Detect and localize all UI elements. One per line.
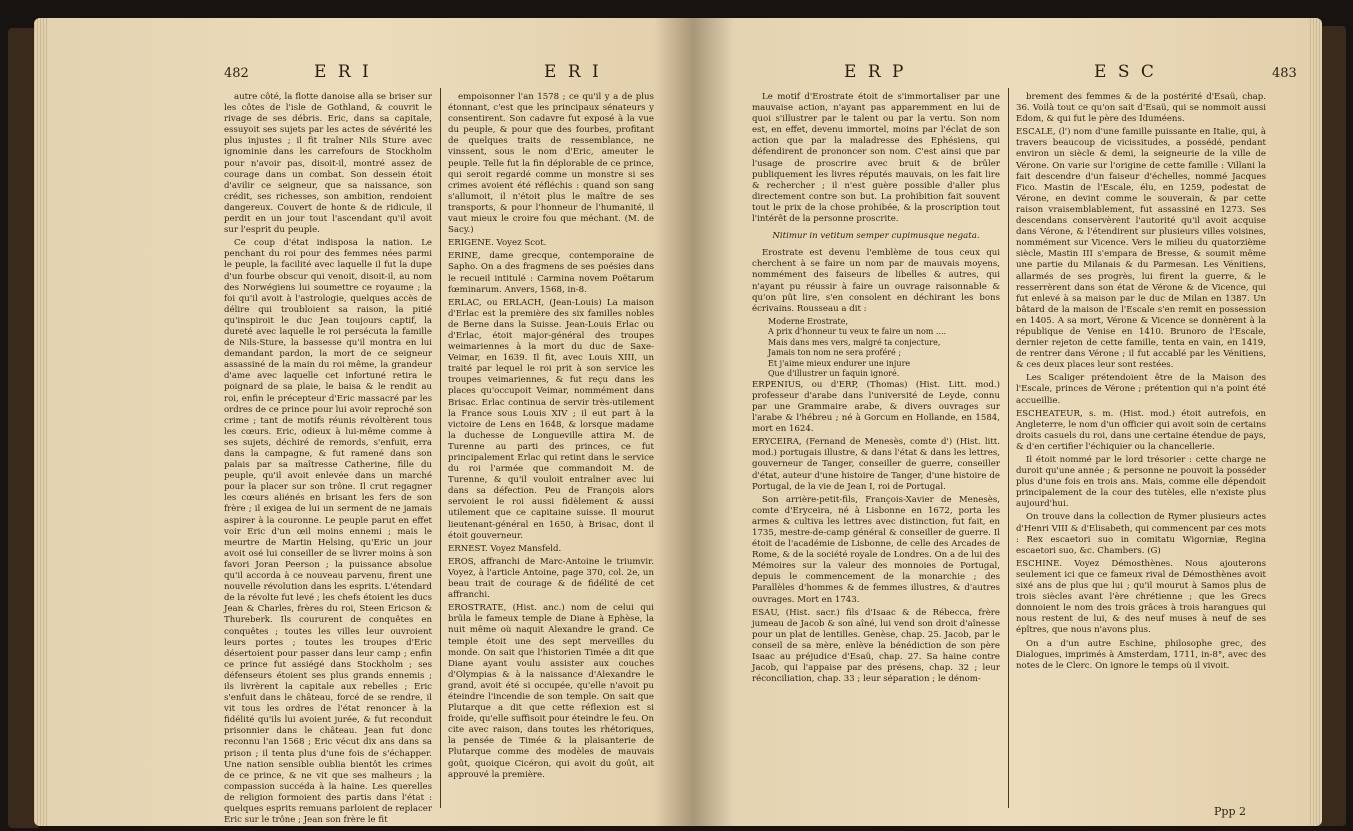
verse-line: Mais dans mes vers, malgré ta conjecture, (768, 337, 941, 347)
verse-line: Et j'aime mieux endurer une injure (768, 358, 911, 368)
left-page (34, 18, 694, 826)
text-paragraph: ESAU, (Hist. sacr.) fils d'Isaac & de Rébecca, frère jumeau de Jacob & son aîné, lui vend son droit d'aînesse pour un plat de lentilles. Genèse, chap. 25. Jacob, par le conseil de sa mère, enlève la bénédiction de son père Isaac au préjudice d'Esaü, chap. 27. Sa haine contre Jacob, qui l'appaise par des présens, chap. 32 ; leur réconciliation, chap. 33 ; leur séparation ; le dénom- (752, 607, 1000, 685)
text-paragraph: Le motif d'Erostrate étoit de s'immortaliser par une mauvaise action, n'ayant pas apparemment en lui de quoi s'illustrer par le talent ou par la vertu. Son nom est, en effet, devenu immortel, moins par l'éclat de son action que par la maladresse des Ephésiens, qui défendirent de prononcer son nom. C'est ainsi que par l'usage de proscrire avec bruit & de brûler publiquement les livres réputés mauvais, on les fait lire & rechercher ; il n'est guère possible d'aller plus directement contre son but. La prohibition fait souvent tout le prix de la chose prohibée, & la proscription tout l'intérêt de la personne proscrite. (752, 92, 1000, 225)
left-column-1 (224, 92, 432, 826)
text-paragraph: EROSTRATE, (Hist. anc.) nom de celui qui brûla le fameux temple de Diane à Ephèse, la nuit même où naquit Alexandre le grand. Ce temple étoit une des sept merveilles du monde. On sait que l'historien Timée a dit que Diane ayant voulu assister aux couches d'Olympias & à la naissance d'Alexandre le grand, avoit été si occupée, qu'elle n'avoit pu éteindre l'incendie de son temple. On sait que Plutarque a dit que cette réflexion est si froide, qu'elle suffisoit pour éteindre le feu. On cite avec raison, dans toutes les rhétoriques, la pensée de Timée & la plaisanterie de Plutarque comme des modèles de mauvais goût, quoique Cicéron, qui avoit du goût, ait approuvé la première. (448, 603, 654, 780)
left-page-edges (34, 18, 48, 826)
text-paragraph: autre côté, la flotte danoise alla se briser sur les côtes de l'isle de Gothland, & couvrit le rivage de ses débris. Eric, dans sa capitale, essuyoit ses sujets par les actes de sévérité les plus injustes ; il fit traîner Nils Sture avec ignominie dans les carrefours de Stockholm pour n'avoir pas, disoit-il, montré assez de courage dans un combat. Son dessein étoit d'avilir ce seigneur, que sa naissance, son crédit, ses richesses, son ambition, rendoient dangereux. Couvert de honte & de ridicule, il perdit en un jour tout l'ascendant qu'il avoit sur l'esprit du peuple. (224, 92, 432, 236)
verse-line: Moderne Erostrate, (768, 316, 849, 326)
verse-line: Que d'illustrer un faquin ignoré. (768, 369, 900, 379)
right-page (694, 18, 1322, 826)
left-column-rule (440, 88, 441, 808)
verse-line: Jamais ton nom ne sera proféré ; (768, 348, 902, 358)
right-page-edges (1310, 18, 1322, 826)
text-paragraph: ERNEST. Voyez Mansfeld. (448, 543, 562, 554)
text-paragraph: Nitimur in vetitum semper cupimusque negata. (772, 231, 980, 242)
text-paragraph: Les Scaliger prétendoient être de la Maison des l'Escale, princes de Vérone ; prétention qui n'a point été accueillie. (1016, 373, 1266, 406)
text-paragraph: ESCHINE. Voyez Démosthènes. Nous ajouterons seulement ici que ce fameux rival de Démosthènes avoit sixé ans de plus que lui ; qu'il mourut à Samos plus de trois siècles avant l'ère chrétienne ; que les Grecs donnoient le nom des trois grâces à trois harangues qui nous restent de lui, & des neuf muses à neuf de ses épîtres, que nous n'avons plus. (1016, 558, 1266, 636)
text-paragraph: Son arrière-petit-fils, François-Xavier de Menesès, comte d'Eryceira, né à Lisbonne en 1672, porta les armes & cultiva les lettres avec distinction, fut fait, en 1735, mestre-de-camp général & conseiller de guerre. Il étoit de l'académie de Lisbonne, de celle des Arcades de Rome, & de la société royale de Londres. On a de lui des Mémoires sur la valeur des monnoies de Portugal, depuis le commencement de la monarchie ; des Parallèles d'hommes & de femmes illustres, & d'autres ouvrages. Mort en 1743. (752, 494, 1000, 605)
right-running-head-2: E S C (1094, 62, 1157, 82)
text-paragraph: ERIGENE. Voyez Scot. (448, 238, 547, 249)
text-paragraph: EROS, affranchi de Marc-Antoine le triumvir. Voyez, à l'article Antoine, page 370, col. 2e, un beau trait de courage & de fidélité de cet affranchi. (448, 556, 654, 601)
left-page-number: 482 (224, 66, 249, 81)
verse-line: A prix d'honneur tu veux te faire un nom .... (768, 327, 947, 337)
text-paragraph: ERLAC, ou ERLACH, (Jean-Louis) La maison d'Erlac est la première des six familles nobles de Berne dans la Suisse. Jean-Louis Erlac ou d'Erlac, étoit major-général des troupes weimariennes à la mort du duc de Saxe-Veimar, en 1639. Il fit, avec Louis XIII, un traité par lequel le roi prit à son service les troupes veimariennes, & fut reçu dans les places qu'occupoit Veimar, nommément dans Brisac. Erlac continua de servir très-utilement la France sous Louis XIV ; il eut part à la victoire de Lens en 1648, & lorsque madame la duchesse de Longueville attira M. de Turenne au parti des princes, ce fut principalement Erlac qui retint dans le service du roi l'armée que commandoit M. de Turenne, & qu'il vouloit entraîner avec lui dans sa défection. Peu de François alors servoient le roi aussi fidèlement & aussi utilement que ce capitaine suisse. Il mourut lieutenant-général en 1650, à Brisac, dont il étoit gouverneur. (448, 297, 654, 541)
signature-mark: Ppp 2 (1214, 805, 1246, 818)
text-paragraph: ERINE, dame grecque, contemporaine de Sapho. On a des fragmens de ses poésies dans le recueil intitulé : Carmina novem Poëtarum fœminarum. Anvers, 1568, in-8. (448, 251, 654, 295)
right-gutter-shadow (694, 18, 734, 826)
text-paragraph: Erostrate est devenu l'emblème de tous ceux qui cherchent à se faire un nom par de mauvais moyens, nommément des faiseurs de libelles & autres, qui n'ayant pu réussir à faire un ouvrage raisonnable & qu'on pût lire, s'en consolent en déchirant les bons écrivains. Rousseau a dit : (752, 248, 1000, 314)
text-paragraph: Il étoit nommé par le lord trésorier : cette charge ne duroit qu'une année ; & personne ne pouvoit la posséder plus d'une fois en trois ans. Mais, comme elle dépendoit principalement de la cour des tutèles, elle n'existe plus aujourd'hui. (1016, 455, 1266, 510)
left-running-head-2: E R I (544, 62, 602, 82)
left-column-2 (448, 92, 654, 783)
text-paragraph: ERYCEIRA, (Fernand de Menesès, comte d') (Hist. litt. mod.) portugais illustre, & dans l'état & dans les lettres, gouverneur de Tanger, conseiller de guerre, conseiller d'état, auteur d'une histoire de Tanger, d'une histoire de Portugal, de la vie de Jean I, roi de Portugal. (752, 437, 1000, 492)
right-column-1 (752, 92, 1000, 687)
right-running-head-1: E R P (844, 62, 907, 82)
left-gutter-shadow (654, 18, 694, 826)
text-paragraph: ESCALE, (l') nom d'une famille puissante en Italie, qui, à travers beaucoup de vicissitudes, a possédé, pendant environ un siècle & demi, la seigneurie de la ville de Vérone. On varie sur l'origine de cette famille : Villani la fait descendre d'un faiseur d'échelles, nommé Jacques Fico. Mastin de l'Escale, élu, en 1259, podestat de Vérone, en devint comme le souverain, & par cette raison vraisemblablement, fut assassiné en 1273. Ses descendans conservèrent l'autorité qu'il avoit acquise dans Vérone, & l'étendirent sur plusieurs villes voisines, nommément sur Vicence. Vers le milieu du quatorzième siècle, Mastin III s'empara de Bresse, & soumit même une partie du Milanais & du Parmesan. Les Vénitiens, allarmés de ses progrès, lui firent la guerre, & le resserrèrent dans son état de Vérone & de Vicence, qui fut enlevé à sa maison par le duc de Milan en 1387. Un bâtard de la maison de l'Escale s'en remit en possession en 1405. A sa mort, Vérone & Vicence se donnèrent à la république de Venise en 1410. Brunoro de l'Escale, dernier rejeton de cette famille, tenta en vain, en 1419, de rentrer dans Vérone ; il fut accablé par les Vénitiens, & ces deux places leur sont restées. (1016, 127, 1266, 371)
text-paragraph: empoisonner l'an 1578 ; ce qu'il y a de plus étonnant, c'est que les principaux sénateurs y consentirent. Son cadavre fut exposé à la vue du peuple, & pour que des fourbes, profitant de quelques traits de ressemblance, ne vinssent, sous le nom d'Eric, ameuter le peuple. Telle fut la fin déplorable de ce prince, qui seroit regardé comme un monstre si ses crimes avoient été réfléchis : quand son sang s'allumoit, il n'étoit plus le maître de ses transports, & pour l'honneur de l'humanité, il vaut mieux le croire fou que méchant. (M. de Sacy.) (448, 92, 654, 236)
right-page-number: 483 (1272, 66, 1297, 81)
text-paragraph: On a d'un autre Eschine, philosophe grec, des Dialogues, imprimés à Amsterdam, 1711, in-8°, avec des notes de le Clerc. On ignore le temps où il vivoit. (1016, 638, 1266, 671)
text-paragraph: On trouve dans la collection de Rymer plusieurs actes d'Henri VIII & d'Elisabeth, qui commencent par ces mots : Rex escaetori suo in comitatu Wigorniæ, Regina escaetori suo, &c. Chambers. (G) (1016, 512, 1267, 556)
text-paragraph: ESCHEATEUR, s. m. (Hist. mod.) étoit autrefois, en Angleterre, le nom d'un officier qui avoit soin de certains droits casuels du roi, dans une certaine étendue de pays, & d'en certifier l'échiquier ou la chancellerie. (1016, 408, 1266, 452)
right-column-rule (1008, 88, 1009, 808)
text-paragraph: Ce coup d'état indisposa la nation. Le penchant du roi pour des femmes nées parmi le peuple, la facilité avec laquelle il fut la dupe d'un fourbe obscur qui venoit, disoit-il, au nom des Norwégiens lui soumettre ce royaume ; la foi qu'il avoit à l'astrologie, quelques accès de délire qui troubloient sa raison, la pitié qu'inspiroit le duc Jean toujours captif, la dureté avec laquelle le roi persécuta la famille de Nils-Sture, la bassesse qu'il montra en lui demandant pardon, la mort de ce seigneur assassiné de la main du roi même, la grandeur d'ame avec laquelle cet infortuné retira le poignard de sa plaie, le baisa & le rendit au roi, enfin le précepteur d'Eric massacré par les ordres de ce prince pour lui avoir reproché son crime ; tant de motifs réunis révoltèrent tous les cœurs. Eric, odieux à lui-même comme à ses sujets, déchiré de remords, s'enfuit, erra dans la campagne, & fut ramené dans son palais par sa maîtresse Catherine, fille du peuple, qu'il avoit enlevée dans un marché pour la placer sur son trône. Il crut regagner les cœurs aliénés en brisant les fers de son frère ; il exigea de lui un serment de ne jamais aspirer à la couronne. Le peuple parut en effet voir Eric d'un œil moins ennemi ; mais le meurtre de Martin Helsing, qu'Eric un jour avoit osé lui conseiller de se livrer moins à son favori Joran Peerson ; la puissance absolue qu'il accorda à ce nouveau parvenu, firent une nouvelle révolution dans les esprits. L'étendard de la révolte fut levé ; les chefs étoient les ducs Jean & Charles, frères du roi, Steen Ericson & Thureberk. Ils coururent de conquêtes en conquêtes ; toutes les villes leur ouvroient leurs portes ; toutes les troupes d'Eric désertoient pour passer dans leur camp ; enfin ce prince fut assiégé dans Stockholm ; ses défenseurs étoient ses plus grands ennemis ; ils livrèrent la capitale aux rebelles ; Eric s'enfuit dans le château, forcé de se rendre, il vit tous les ordres de l'état renoncer à la fidélité qu'ils lui avoient jurée, & fut reconduit prisonnier dans le château. Jean fut donc reconnu l'an 1568 ; Eric vécut dix ans dans sa prison ; il tenta plus d'une fois de s'échapper. Une nation sensible oublia bientôt les crimes de ce prince, & ne vit que ses malheurs ; la compassion succéda à la haine. Les querelles de religion formoient des partis dans l'état : quelques esprits remuans parloient de replacer Eric sur le trône ; Jean son frère le fit (224, 238, 432, 826)
right-column-2 (1016, 92, 1266, 674)
text-paragraph: brement des femmes & de la postérité d'Esaü, chap. 36. Voilà tout ce qu'on sait d'Esaü, qui se nommoit aussi Edom, & qui fut le père des Iduméens. (1016, 92, 1266, 125)
text-paragraph: ERPENIUS, ou d'ERP, (Thomas) (Hist. Litt. mod.) professeur d'arabe dans l'université de Leyde, connu par une Grammaire arabe, & divers ouvrages sur l'arabe & l'hébreu ; né à Gorcum en Hollande, en 1584, mort en 1624. (752, 379, 1000, 435)
left-running-head-1: E R I (314, 62, 372, 82)
